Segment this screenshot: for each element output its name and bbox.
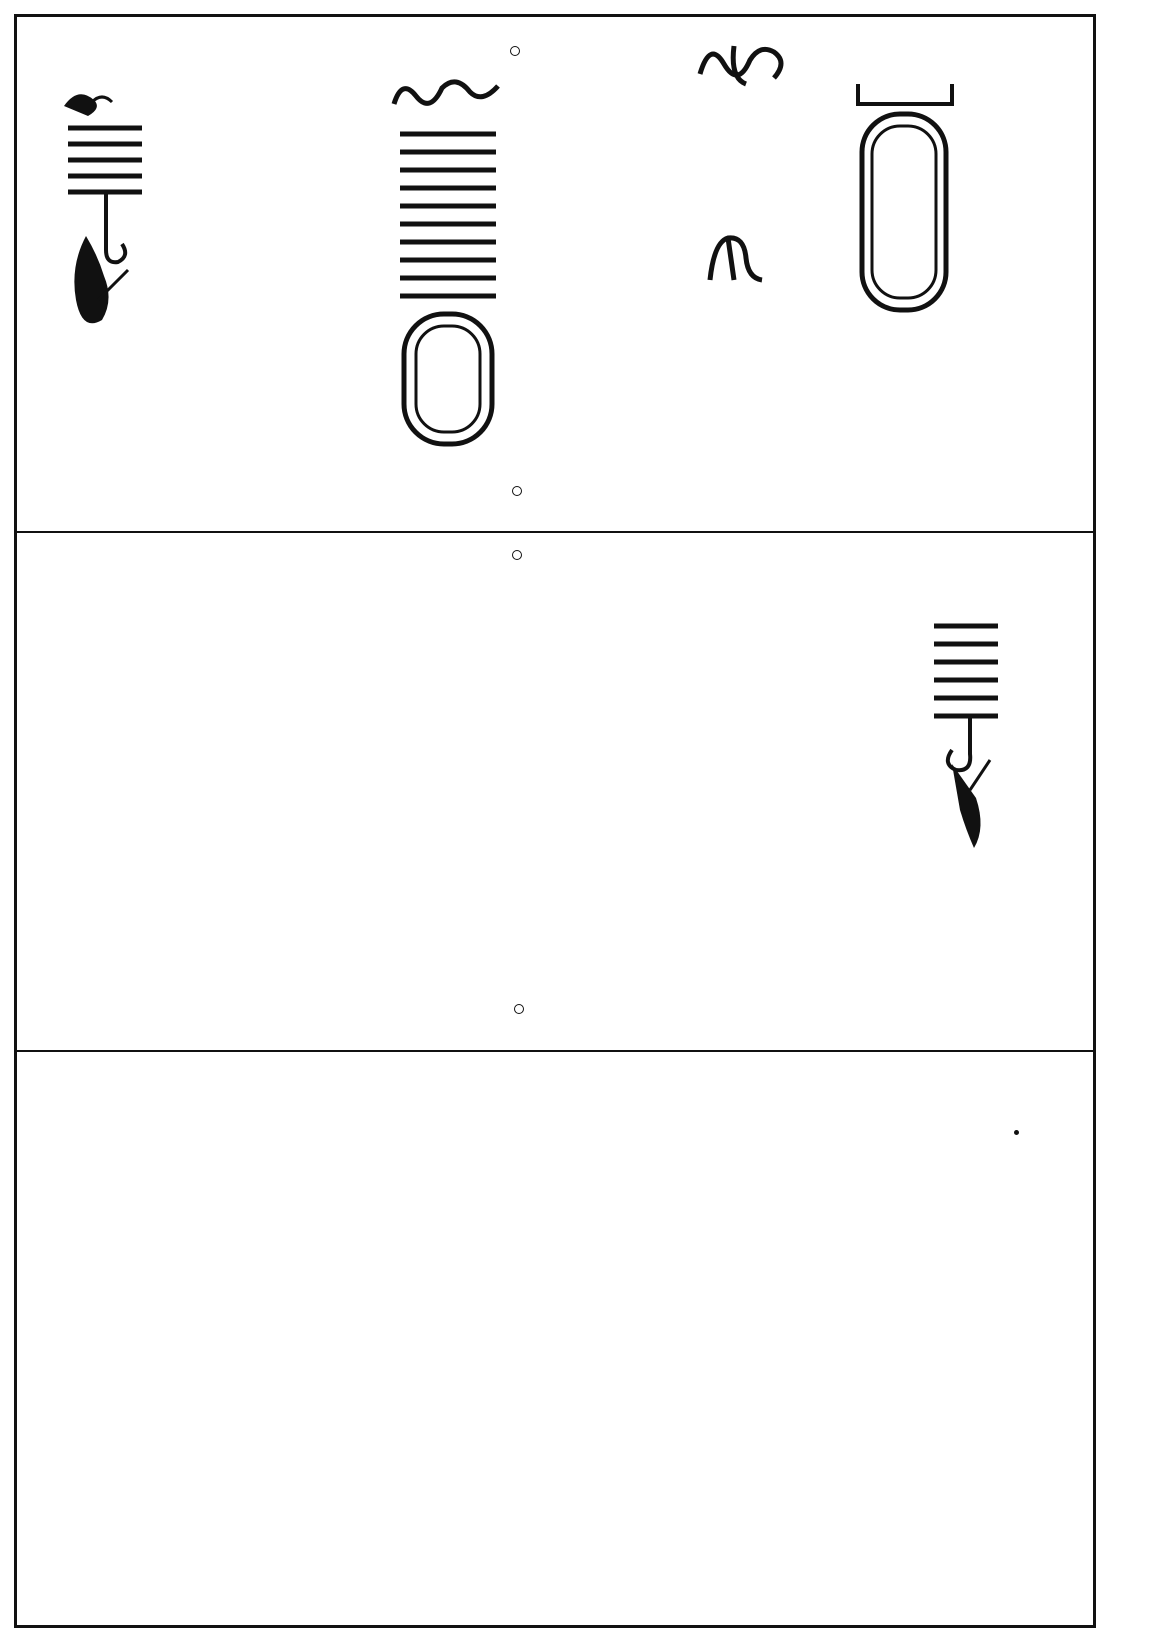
circle-marker xyxy=(512,486,522,496)
circle-marker xyxy=(512,550,522,560)
seal-emblem-top xyxy=(850,78,960,318)
talisman-figure-center xyxy=(386,74,510,454)
talisman-figure-left xyxy=(58,86,148,356)
bullet-dot xyxy=(1014,1130,1019,1135)
circle-marker xyxy=(510,46,520,56)
talisman-mark-mid xyxy=(700,228,770,288)
panel-divider-1 xyxy=(14,531,1096,533)
talisman-mark-top xyxy=(690,34,800,94)
talisman-figure-panel2 xyxy=(926,614,1006,854)
circle-marker xyxy=(514,1004,524,1014)
panel-divider-2 xyxy=(14,1050,1096,1052)
